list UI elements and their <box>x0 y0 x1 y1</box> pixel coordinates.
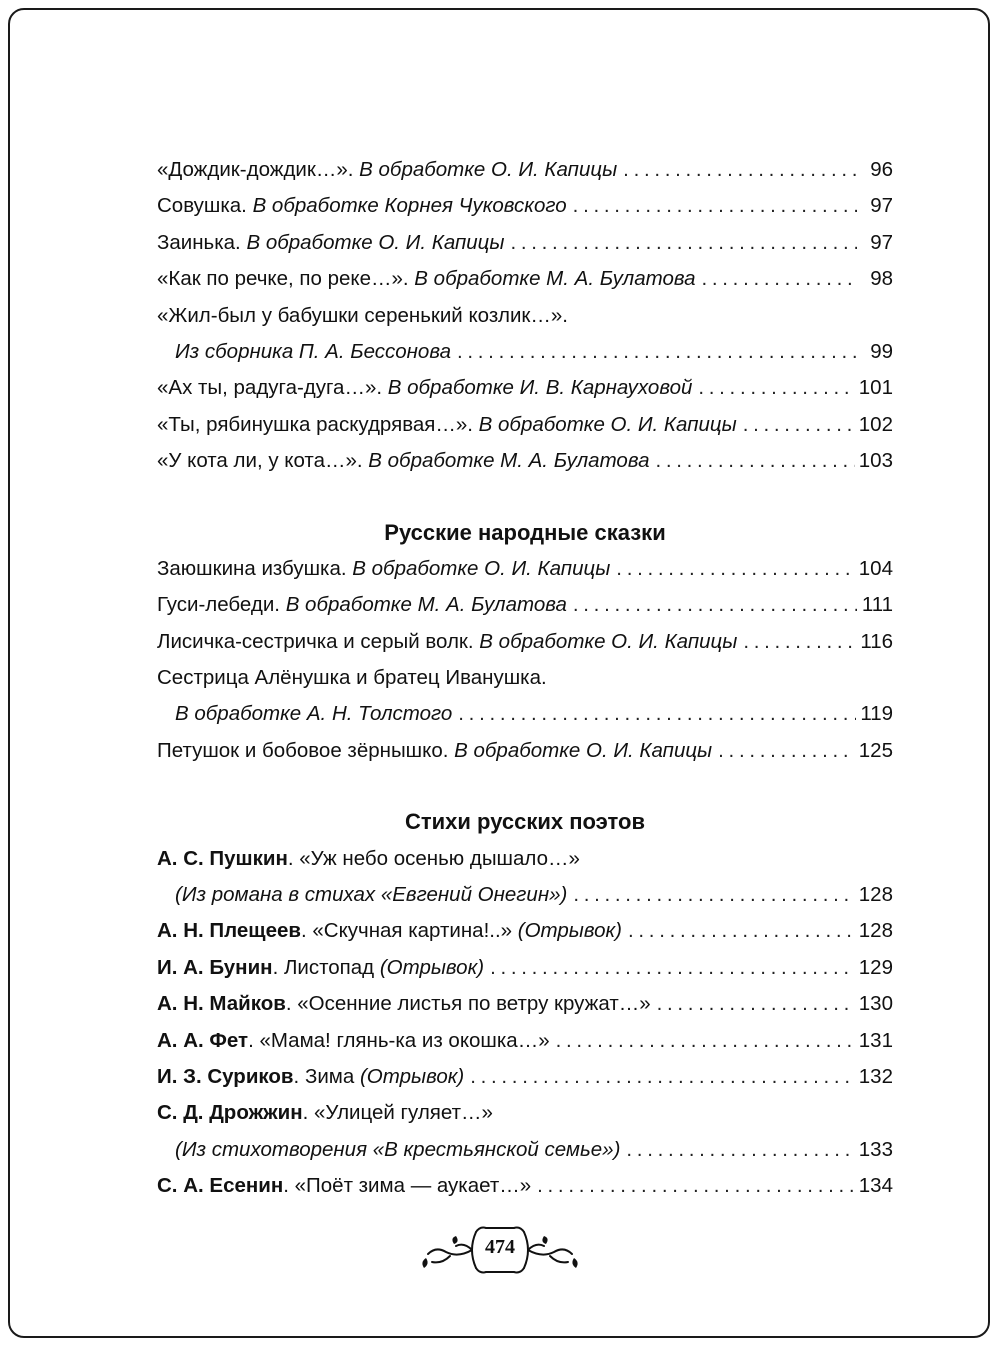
toc-dot-leader <box>573 188 857 224</box>
toc-page-number: 111 <box>861 593 893 617</box>
toc-entry-text: . «Поёт зима — аукает…» <box>283 1174 532 1198</box>
toc-entry-text: . Листопад <box>272 955 380 979</box>
toc-entry-title <box>175 877 567 913</box>
toc-entry-italic-text: В обработке О. И. Капицы <box>478 412 737 436</box>
toc-page-number: 96 <box>870 158 893 181</box>
toc-dot-leader <box>718 733 855 769</box>
toc-entry-text: «Как по речке, по реке…». <box>157 267 415 291</box>
toc-page-number: 103 <box>858 449 893 473</box>
toc-entry-title <box>157 913 622 949</box>
toc-entry <box>157 587 893 623</box>
toc-entry-title <box>157 551 610 587</box>
toc-entry-author: С. Д. Дрожжин <box>157 1101 303 1125</box>
toc-entry <box>157 877 893 913</box>
section-heading: Стихи русских поэтов <box>405 809 645 835</box>
toc-entry-author: А. Н. Плещеев <box>157 919 301 943</box>
toc-entry-author: А. С. Пушкин <box>157 846 288 870</box>
toc-entry <box>157 334 893 370</box>
toc-entry <box>157 298 893 334</box>
toc-page-number: 119 <box>860 702 893 726</box>
toc-page-number: 97 <box>870 230 893 254</box>
toc-entry-author: А. А. Фет <box>157 1028 249 1052</box>
toc-entry-title <box>157 1059 464 1095</box>
toc-entry-text: . «Скучная картина!..» <box>300 919 518 943</box>
table-of-contents <box>157 152 893 1205</box>
toc-dot-leader <box>702 261 858 297</box>
toc-dot-leader <box>616 551 854 587</box>
section-heading: Русские народные сказки <box>384 519 666 545</box>
toc-entry-title <box>157 660 547 696</box>
toc-entry-text: . Зима <box>293 1064 360 1088</box>
toc-entry-text: Совушка. <box>157 194 253 218</box>
toc-page-number: 128 <box>858 919 893 943</box>
toc-page-number: 116 <box>860 629 893 653</box>
toc-entry-title <box>157 1168 531 1204</box>
toc-entry <box>157 1023 893 1059</box>
toc-page-number: 129 <box>858 955 893 979</box>
toc-entry-italic-text: В обработке М. А. Булатова <box>414 267 696 291</box>
toc-page-number: 97 <box>870 194 893 218</box>
toc-dot-leader <box>458 696 856 732</box>
toc-page-number: 99 <box>870 339 893 363</box>
toc-entry-italic-text: В обработке О. И. Капицы <box>454 738 713 762</box>
toc-entry <box>157 1059 893 1095</box>
toc-page-number: 98 <box>870 267 893 291</box>
toc-entry <box>157 225 893 261</box>
toc-entry-italic-text: В обработке А. Н. Толстого <box>175 702 453 726</box>
section-gap <box>157 480 893 515</box>
toc-dot-leader <box>626 1132 854 1168</box>
toc-dot-leader <box>510 225 857 261</box>
toc-entry-title <box>157 225 504 261</box>
toc-entry <box>157 1132 893 1168</box>
toc-entry-title <box>157 407 737 443</box>
toc-entry-author: А. Н. Майков <box>157 992 286 1016</box>
toc-page-number: 134 <box>858 1174 893 1198</box>
toc-entry-text: Лисичка-сестричка и серый волк. <box>157 629 480 653</box>
toc-entry-text: . «Улицей гуляет…» <box>302 1101 493 1125</box>
toc-entry <box>157 261 893 297</box>
toc-entry-italic-text: В обработке И. В. Карнауховой <box>387 376 693 400</box>
page-number: 474 <box>485 1236 515 1258</box>
toc-entry-italic-text: (Из стихотворения «В крестьянской семье») <box>175 1137 621 1161</box>
toc-dot-leader <box>743 407 855 443</box>
toc-entry-italic-text: В обработке Корнея Чуковского <box>252 194 567 218</box>
toc-entry <box>157 407 893 443</box>
toc-page-number: 125 <box>858 738 893 762</box>
toc-entry-text: «Ты, рябинушка раскудрявая…». <box>157 412 479 436</box>
toc-entry-italic-text: (Отрывок) <box>517 919 623 943</box>
toc-entry-italic-text: Из сборника П. А. Бессонова <box>175 339 451 363</box>
toc-page-number: 128 <box>858 883 893 907</box>
toc-dot-leader <box>628 913 855 949</box>
toc-entry-italic-text: В обработке О. И. Капицы <box>246 230 505 254</box>
toc-entry-italic-text: В обработке М. А. Булатова <box>368 449 650 473</box>
toc-entry-text: Сестрица Алёнушка и братец Иванушка. <box>157 666 547 690</box>
toc-entry-title <box>175 696 452 732</box>
toc-entry <box>157 841 893 877</box>
section-gap <box>157 769 893 804</box>
toc-dot-leader <box>743 624 856 660</box>
toc-entry-title <box>175 1132 620 1168</box>
page-footer <box>0 1222 1000 1282</box>
toc-entry-author: И. А. Бунин <box>157 955 273 979</box>
toc-entry <box>157 660 893 696</box>
toc-dot-leader <box>655 443 854 479</box>
toc-entry-italic-text: В обработке О. И. Капицы <box>352 556 611 580</box>
toc-entry-title <box>157 1095 493 1131</box>
toc-entry-italic-text: (Из романа в стихах «Евгений Онегин») <box>175 883 568 907</box>
toc-entry <box>157 370 893 406</box>
toc-entry-title <box>157 261 696 297</box>
toc-entry-title <box>157 587 567 623</box>
toc-page-number: 102 <box>858 412 893 436</box>
toc-entry-title <box>157 443 649 479</box>
toc-dot-leader <box>573 587 857 623</box>
toc-entry-text: «Жил-был у бабушки серенький козлик…». <box>157 303 568 327</box>
toc-page-number: 132 <box>858 1064 893 1088</box>
toc-entry-title <box>157 986 651 1022</box>
toc-entry <box>157 1168 893 1204</box>
toc-entry-title <box>157 370 692 406</box>
toc-entry <box>157 551 893 587</box>
toc-entry-title <box>157 1023 550 1059</box>
toc-entry-title <box>157 152 617 188</box>
toc-entry-italic-text: В обработке М. А. Булатова <box>285 593 567 617</box>
toc-entry <box>157 624 893 660</box>
toc-entry-italic-text: В обработке О. И. Капицы <box>359 158 618 181</box>
toc-entry <box>157 733 893 769</box>
toc-entry-italic-text: (Отрывок) <box>379 955 485 979</box>
toc-entry-text: . «Осенние листья по ветру кружат…» <box>285 992 651 1016</box>
toc-entry-title <box>175 334 451 370</box>
toc-entry <box>157 443 893 479</box>
toc-dot-leader <box>537 1168 855 1204</box>
toc-entry-title <box>157 950 484 986</box>
toc-entry <box>157 152 893 188</box>
toc-dot-leader <box>623 152 857 188</box>
toc-entry-title <box>157 733 712 769</box>
toc-entry-text: Петушок и бобовое зёрнышко. <box>157 738 455 762</box>
toc-entry-text: Заинька. <box>157 230 247 254</box>
toc-dot-leader <box>556 1023 855 1059</box>
toc-entry <box>157 950 893 986</box>
toc-dot-leader <box>490 950 855 986</box>
toc-dot-leader <box>573 877 854 913</box>
toc-page-number: 133 <box>858 1137 893 1161</box>
toc-page-number: 101 <box>858 376 893 400</box>
toc-dot-leader <box>470 1059 855 1095</box>
toc-entry-text: «Ах ты, радуга-дуга…». <box>157 376 388 400</box>
toc-entry-text: . «Мама! глянь-ка из окошка…» <box>248 1028 550 1052</box>
toc-page-number: 131 <box>858 1028 893 1052</box>
toc-entry-text: . «Уж небо осенью дышало…» <box>287 846 580 870</box>
toc-entry-text: «У кота ли, у кота…». <box>157 449 369 473</box>
toc-entry <box>157 913 893 949</box>
toc-entry-author: И. З. Суриков <box>157 1064 294 1088</box>
toc-dot-leader <box>698 370 854 406</box>
toc-dot-leader <box>657 986 855 1022</box>
toc-dot-leader <box>457 334 857 370</box>
toc-entry-text: Заюшкина избушка. <box>157 556 353 580</box>
toc-entry-title <box>157 298 568 334</box>
toc-entry-title <box>157 188 567 224</box>
toc-page-number: 130 <box>858 992 893 1016</box>
toc-entry <box>157 986 893 1022</box>
toc-entry-title <box>157 841 580 877</box>
toc-entry-italic-text: В обработке О. И. Капицы <box>479 629 738 653</box>
toc-entry <box>157 696 893 732</box>
toc-entry <box>157 188 893 224</box>
toc-entry-author: С. А. Есенин <box>157 1174 284 1198</box>
toc-entry-italic-text: (Отрывок) <box>359 1064 465 1088</box>
toc-entry <box>157 1095 893 1131</box>
toc-entry-title <box>157 624 737 660</box>
toc-entry-text: Гуси-лебеди. <box>157 593 286 617</box>
toc-page-number: 104 <box>858 556 893 580</box>
toc-entry-text: «Дождик-дождик…». <box>157 158 360 181</box>
